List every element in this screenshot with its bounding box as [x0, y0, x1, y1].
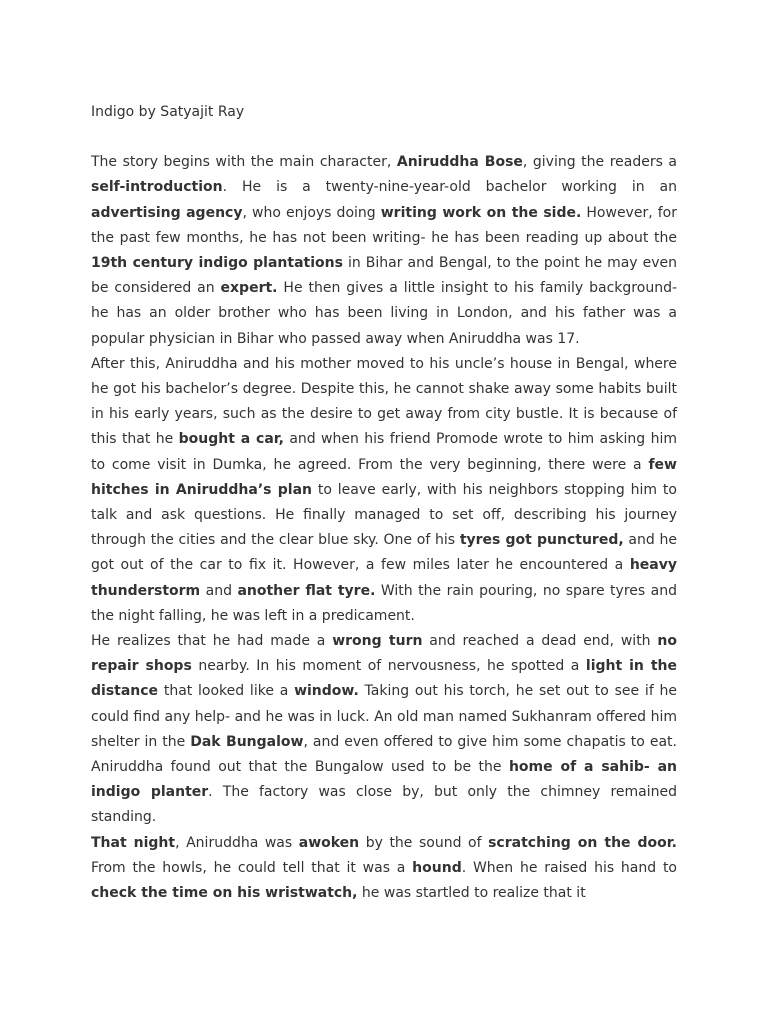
bold-phrase: light in the distance [91, 658, 677, 700]
paragraph [91, 150, 677, 352]
text-segment: and when his friend Promode wrote to him asking him to come visit in Dumka, he agreed. From the very beginning, there were a [91, 431, 677, 473]
bold-phrase: writing work on the side. [380, 204, 582, 221]
text-segment: that looked like a [158, 683, 295, 700]
bold-phrase: home of a sahib- an indigo planter [91, 759, 677, 801]
text-segment: From the howls, he could tell that it was a [91, 859, 413, 876]
text-segment: The story begins with the main character, [91, 154, 397, 171]
bold-phrase: That night [91, 834, 176, 851]
text-segment: and [200, 582, 238, 599]
bold-phrase: another flat tyre. [237, 582, 376, 599]
bold-phrase: expert. [220, 280, 278, 297]
text-segment: , who enjoys doing [242, 204, 381, 221]
text-segment: . The factory was close by, but only the chimney remained standing. [91, 784, 677, 826]
bold-phrase: Aniruddha Bose [396, 154, 523, 171]
text-segment: However, for the past few months, he has not been writing- he has been reading up about the [91, 204, 677, 246]
text-segment: . When he raised his hand to [461, 859, 677, 876]
text-segment: After this, Aniruddha and his mother moved to his uncle’s house in Bengal, where he got his bachelor’s degree. Despite this, he cannot shake away some habits built in his early years, such as the desire to get away from city bustle. It is because of this that he [91, 355, 677, 448]
bold-phrase: window. [294, 683, 359, 700]
bold-phrase: no repair shops [91, 633, 677, 675]
text-segment: he was startled to realize that it [357, 885, 586, 902]
text-segment: , Aniruddha was [175, 834, 299, 851]
bold-phrase: check the time on his wristwatch, [91, 885, 358, 902]
text-segment: He then gives a little insight to his family background- he has an older brother who has been living in London, and his father was a popular physician in Bihar who passed away when Aniruddha was 17. [91, 280, 678, 347]
text-segment: and he got out of the car to fix it. However, a few miles later he encountered a [91, 532, 677, 574]
document-page [91, 100, 677, 906]
text-segment: Taking out his torch, he set out to see if he could find any help- and he was in luck. An old man named Sukhanram offered him shelter in the [91, 683, 677, 750]
bold-phrase: bought a car, [178, 431, 284, 448]
bold-phrase: advertising agency [91, 204, 243, 221]
bold-phrase: wrong turn [332, 633, 423, 650]
document-body [91, 150, 677, 906]
text-segment: in Bihar and Bengal, to the point he may even be considered an [91, 255, 677, 297]
bold-phrase: awoken [298, 834, 360, 851]
document-title: Indigo by Satyajit Ray [91, 104, 245, 120]
bold-phrase: heavy thunderstorm [91, 557, 677, 599]
bold-phrase: 19th century indigo plantations [91, 255, 343, 272]
text-segment: and reached a dead end, with [422, 633, 658, 650]
text-segment: , and even offered to give him some chapatis to eat. Aniruddha found out that the Bungalow used to be the [91, 733, 677, 776]
text-segment: nearby. In his moment of nervousness, he spotted a [191, 658, 586, 675]
bold-phrase: hound [412, 859, 462, 876]
text-segment: He realizes that he had made a [91, 633, 333, 650]
text-segment: to leave early, with his neighbors stopping him to talk and ask questions. He finally managed to set off, describing his journey through the cities and the clear blue sky. One of his [91, 481, 677, 549]
text-segment: With the rain pouring, no spare tyres and the night falling, he was left in a predicament. [91, 582, 677, 624]
text-segment: by the sound of [359, 834, 489, 851]
text-segment: . He is a twenty-nine-year-old bachelor working in an [222, 179, 677, 196]
bold-phrase: few hitches in Aniruddha’s plan [91, 456, 677, 498]
paragraph [91, 831, 677, 907]
text-segment: , giving the readers a [522, 154, 678, 171]
bold-phrase: scratching on the door. [488, 834, 677, 851]
bold-phrase: Dak Bungalow [190, 733, 304, 750]
bold-phrase: tyres got punctured, [459, 532, 624, 549]
paragraph [91, 629, 677, 831]
paragraph [91, 352, 677, 629]
bold-phrase: self-introduction [91, 179, 223, 196]
